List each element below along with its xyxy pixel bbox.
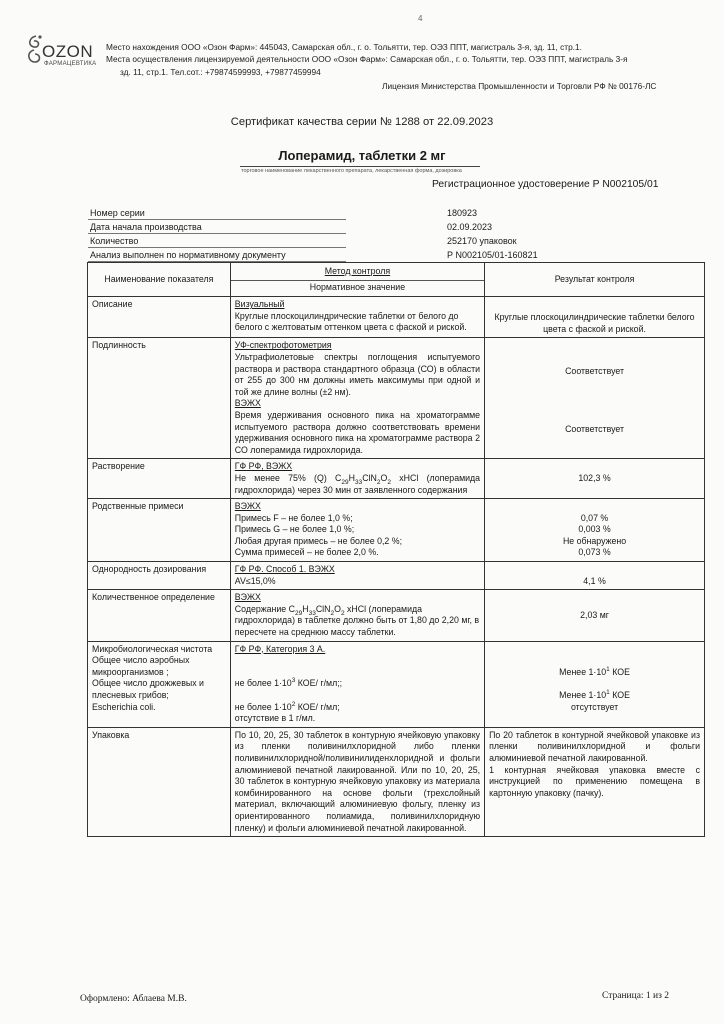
norm-text: Примесь G – не более 1,0 %; xyxy=(234,524,355,535)
result-value: Соответствует xyxy=(565,366,624,377)
logo-subtitle: ФАРМАЦЕВТИКА xyxy=(44,61,97,67)
certificate-title: Сертификат качества серии № 1288 от 22.09.2023 xyxy=(230,116,494,128)
registration-number: Регистрационное удостоверение Р N002105/01 xyxy=(432,179,659,190)
method-cell xyxy=(230,297,484,338)
method-name: ВЭЖХ xyxy=(234,398,261,409)
norm-header-text: Нормативное значение xyxy=(231,280,484,294)
table-row xyxy=(88,727,705,836)
norm-text: Сумма примесей – не более 2,0 %. xyxy=(234,547,379,558)
page-number: Страница: 1 из 2 xyxy=(602,991,670,1001)
table-row xyxy=(88,499,705,562)
norm-text: отсутствие в 1 г/мл. xyxy=(234,713,316,724)
table-row xyxy=(88,641,705,727)
batch-number-value: 180923 xyxy=(447,208,478,218)
result-cell xyxy=(485,499,705,562)
quantity-label: Количество xyxy=(90,236,139,246)
method-name: ГФ РФ, Категория 3 А. xyxy=(234,643,326,654)
result-value: Соответствует xyxy=(565,423,624,434)
result-value: 1 контурная ячейковая упаковка вместе с инструкцией по применению помещена в картонную упаковку (пачку). xyxy=(489,764,700,798)
method-cell xyxy=(230,459,484,499)
production-date-value: 02.09.2023 xyxy=(447,222,493,232)
logo-name: OZON xyxy=(42,42,94,61)
result-value: По 20 таблеток в контурной ячейковой упаковке из пленки поливинилхлоридной и фольги алюминиевой печатной лакированной. xyxy=(489,729,700,763)
method-name: ГФ РФ. Способ 1. ВЭЖХ xyxy=(234,564,335,575)
norm-text: Примесь F – не более 1,0 %; xyxy=(234,512,353,523)
method-name: ВЭЖХ xyxy=(234,501,261,512)
method-cell xyxy=(230,562,484,590)
indicator-subname: Escherichia coli. xyxy=(92,701,156,712)
norm-text: не более $1\cdot 10^2$ КОЕ/ г/мл; xyxy=(234,700,340,712)
product-underline xyxy=(240,166,480,167)
result-value: 0,07 % xyxy=(580,512,609,523)
indicator-subname: Общее число аэробных микроорганизмов ; xyxy=(92,655,190,677)
result-value: 0,003 % xyxy=(578,524,611,535)
product-caption: торговое наименование лекарственного препарата, лекарственная форма, дозировка xyxy=(241,168,462,174)
indicator-name: Подлинность xyxy=(88,338,231,459)
result-cell xyxy=(485,338,705,459)
method-name: Визуальный xyxy=(234,299,285,310)
table-row xyxy=(88,297,705,338)
norm-text: AV≤15,0% xyxy=(234,575,276,586)
method-header-text: Метод контроля xyxy=(324,266,391,276)
indicator-cell xyxy=(88,641,231,727)
result-value: 102,3 % xyxy=(485,459,705,499)
method-cell xyxy=(230,338,484,459)
normative-doc-label: Анализ выполнен по нормативному документу xyxy=(90,250,286,260)
norm-text: не более $1\cdot 10^3$ КОЕ/ г/мл;; xyxy=(234,677,343,689)
indicator-name: Растворение xyxy=(88,459,231,499)
result-value: 4,1 % xyxy=(485,562,705,590)
norm-text: Круглые плоскоцилиндрические таблетки от белого до белого с желтоватым оттенком цвета с фаской и риской. xyxy=(234,310,467,333)
result-value: Круглые плоскоцилиндрические таблетки белого цвета с фаской и риской. xyxy=(485,297,705,338)
method-cell xyxy=(230,641,484,727)
result-value: Менее $1\cdot 10^1$ КОЕ xyxy=(559,689,630,700)
product-name: Лоперамид, таблетки 2 мг xyxy=(278,148,446,163)
divider xyxy=(88,219,346,220)
company-logo xyxy=(24,30,104,70)
result-value: Не обнаружено xyxy=(562,535,627,546)
norm-text: Любая другая примесь – не более 0,2 %; xyxy=(234,535,403,546)
result-value: 2,03 мг xyxy=(485,590,705,641)
norm-text: Ультрафиолетовые спектры поглощения испытуемого раствора и раствора стандартного образца (СО) в области от 255 до 300 нм должны иметь максимумы при одной и той же длине волны (±2 нм). xyxy=(234,351,481,397)
result-cell xyxy=(485,727,705,836)
indicator-subname: Общее число дрожжевых и плесневых грибов; xyxy=(92,678,204,700)
indicator-name: Однородность дозирования xyxy=(88,562,231,590)
indicator-column-header: Наименование показателя xyxy=(88,263,231,297)
normative-doc-value: Р N002105/01-160821 xyxy=(447,250,538,260)
indicator-name: Родственные примеси xyxy=(88,499,231,562)
quality-control-table xyxy=(87,262,705,837)
page-mark: 4 xyxy=(418,14,423,23)
indicator-name: Упаковка xyxy=(88,727,231,836)
result-column-header: Результат контроля xyxy=(485,263,705,297)
method-column-header xyxy=(230,263,484,297)
indicator-name: Микробиологическая чистота xyxy=(92,643,213,654)
indicator-name: Описание xyxy=(88,297,231,338)
divider xyxy=(88,247,346,248)
method-cell xyxy=(230,499,484,562)
method-name: УФ-спектрофотометрия xyxy=(234,340,332,351)
production-address-contacts: зд. 11, стр.1. Тел.сот.: +79874599993, +79877459994 xyxy=(120,67,321,77)
production-address: Места осуществления лицензируемой деятельности ООО «Озон Фарм»: Самарская обл., г. о. Тольятти, тер. ОЭЗ ППТ, магистраль 3-я xyxy=(106,54,628,64)
method-cell xyxy=(230,590,484,641)
result-cell xyxy=(485,641,705,727)
divider xyxy=(88,233,346,234)
batch-number-label: Номер серии xyxy=(90,208,145,218)
indicator-name: Количественное определение xyxy=(88,590,231,641)
quantity-value: 252170 упаковок xyxy=(447,236,517,246)
result-value: Менее $1\cdot 10^1$ КОЕ xyxy=(559,665,630,677)
prepared-by: Оформлено: Аблаева М.В. xyxy=(80,994,187,1004)
norm-text: Не менее 75% (Q) $C_{29}H_{33}ClN_2O_2$ xHCl (лоперамида гидрохлорида) через 30 мин от заявленного содержания xyxy=(234,472,481,495)
method-name: ВЭЖХ xyxy=(234,592,261,603)
table-row xyxy=(88,459,705,499)
production-date-label: Дата начала производства xyxy=(90,222,202,232)
table-row xyxy=(88,590,705,641)
result-value: отсутствует xyxy=(570,701,619,712)
license-info: Лицензия Министерства Промышленности и Торговли РФ № 00176-ЛС xyxy=(382,81,657,91)
table-row xyxy=(88,562,705,590)
company-address: Место нахождения ООО «Озон Фарм»: 445043, Самарская обл., г. о. Тольятти, тер. ОЭЗ ППТ, магистраль 3-я, зд. 11, стр.1. xyxy=(106,42,582,52)
table-row xyxy=(88,338,705,459)
norm-text: По 10, 20, 25, 30 таблеток в контурную ячейковую упаковку из пленки поливинилхлоридной либо пленки поливинилхлоридной/поливинилиденхлоридной и фольги алюминиевой печатной лакированной. Или по 10, 20, 25, 30 таблеток в контурную ячейковую упаковку из материала комбинированного на основе фольги (трехслойный материал, включающий алюминиевую фольгу, пленку из ориентированного полиамида, поливинилхлоридную пленку) и фольги алюминиевой печатной лакированной. xyxy=(230,727,484,836)
norm-text: Содержание $C_{29}H_{33}ClN_2O_2$ xHCl (лоперамида гидрохлорида) в таблетке должно быть от 1,80 до 2,20 мг, в пересчете на среднюю массу таблетки. xyxy=(234,603,480,638)
method-name: ГФ РФ, ВЭЖХ xyxy=(234,461,293,472)
norm-text: Время удерживания основного пика на хроматограмме испытуемого раствора должно соответствовать времени удерживания основного пика на хроматограмме раствора 2 СО лоперамида гидрохлорида. xyxy=(234,409,481,455)
result-value: 0,073 % xyxy=(578,547,611,558)
table-header-row xyxy=(88,263,705,297)
